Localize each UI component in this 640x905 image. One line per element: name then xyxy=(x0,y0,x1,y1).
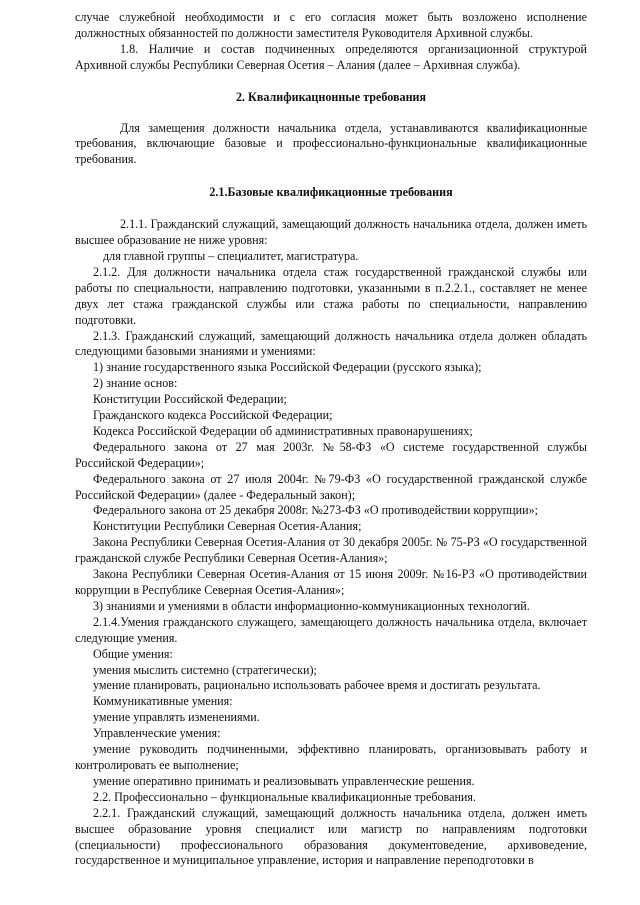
paragraph: Федерального закона от 27 июля 2004г. №79-ФЗ «О государственной гражданской службе Российской Федерации» (далее - Федеральный закон); xyxy=(75,471,587,502)
document-page xyxy=(75,10,587,869)
paragraph: Гражданского кодекса Российской Федерации; xyxy=(93,408,333,423)
paragraph: Закона Республики Северная Осетия-Алания от 15 июня 2009г. №16-РЗ «О противодействии коррупции в Республике Северная Осетия-Алания»; xyxy=(75,567,587,597)
paragraph: 2.1.2. Для должности начальника отдела стаж государственной гражданской службы или работы по специальности, направлению подготовки, указанными в п.2.2.1., составляет не менее двух лет стажа гражданской службы или стажа работы по специальности, направлению подготовки. xyxy=(75,264,587,327)
paragraph: умения мыслить системно (стратегически); xyxy=(93,662,317,677)
paragraph: 3) знаниями и умениями в области информационно-коммуникационных технологий. xyxy=(93,598,530,613)
paragraph: Управленческие умения: xyxy=(93,726,221,741)
paragraph: умение управлять изменениями. xyxy=(93,710,260,725)
paragraph: 2.1.3. Гражданский служащий, замещающий должность начальника отдела должен обладать следующими базовыми знаниями и умениями: xyxy=(75,328,587,359)
paragraph: 2.2.1. Гражданский служащий, замещающий должность начальника отдела, должен иметь высшее образование уровня специалист или магистр по направлениям подготовки (специальности) профессионального образования документоведение, архивоведение, государственное и муниципальное управление, история и направление переподготовки в xyxy=(75,805,587,868)
paragraph: Конституции Российской Федерации; xyxy=(93,392,287,407)
paragraph: умение руководить подчиненными, эффективно планировать, организовывать работу и контролировать ее выполнение; xyxy=(75,742,587,772)
paragraph: умение планировать, рационально использовать рабочее время и достигать результата. xyxy=(93,678,541,693)
paragraph: 2.1.1. Гражданский служащий, замещающий должность начальника отдела, должен иметь высшее образование не ниже уровня: xyxy=(75,217,587,248)
paragraph: Конституции Республики Северная Осетия-Алания; xyxy=(93,519,362,534)
paragraph: Для замещения должности начальника отдела, устанавливаются квалификационные требования, включающие базовые и профессионально-функциональные квалификационные требования. xyxy=(75,120,587,167)
paragraph: Закона Республики Северная Осетия-Алания от 30 декабря 2005г. № 75-РЗ «О государственной гражданской службе Республики Северная Осетия-Алания»; xyxy=(75,535,587,566)
paragraph: Общие умения: xyxy=(93,646,173,661)
paragraph: Коммуникативные умения: xyxy=(93,694,233,709)
paragraph: 2) знание основ: xyxy=(93,376,178,391)
paragraph: для главной группы – специалитет, магистратура. xyxy=(103,248,359,263)
paragraph: Федерального закона от 25 декабря 2008г. №273-ФЗ «О противодействии коррупции»; xyxy=(93,503,538,518)
paragraph: случае служебной необходимости и с его согласия может быть возложено исполнение должностных обязанностей по должности заместителя Руководителя Архивной службы. xyxy=(75,10,587,40)
paragraph: Кодекса Российской Федерации об административных правонарушениях; xyxy=(93,423,473,438)
paragraph: Федерального закона от 27 мая 2003г. №58-ФЗ «О системе государственной службы Российской Федерации»; xyxy=(75,439,587,470)
paragraph: умение оперативно принимать и реализовывать управленческие решения. xyxy=(93,773,475,788)
paragraph: 1.8. Наличие и состав подчиненных определяются организационной структурой Архивной службы Республики Северная Осетия – Алания (далее – Архивная служба). xyxy=(75,41,587,72)
paragraph: 2.2. Профессионально – функциональные квалификационные требования. xyxy=(93,789,476,804)
section-heading: 2.1.Базовые квалификационные требования xyxy=(209,185,453,200)
paragraph: 2.1.4.Умения гражданского служащего, замещающего должность начальника отдела, включает следующие умения. xyxy=(75,614,587,645)
section-heading: 2. Квалификацнонные требования xyxy=(235,89,427,104)
paragraph: 1) знание государственного языка Российской Федерации (русского языка); xyxy=(93,360,482,375)
